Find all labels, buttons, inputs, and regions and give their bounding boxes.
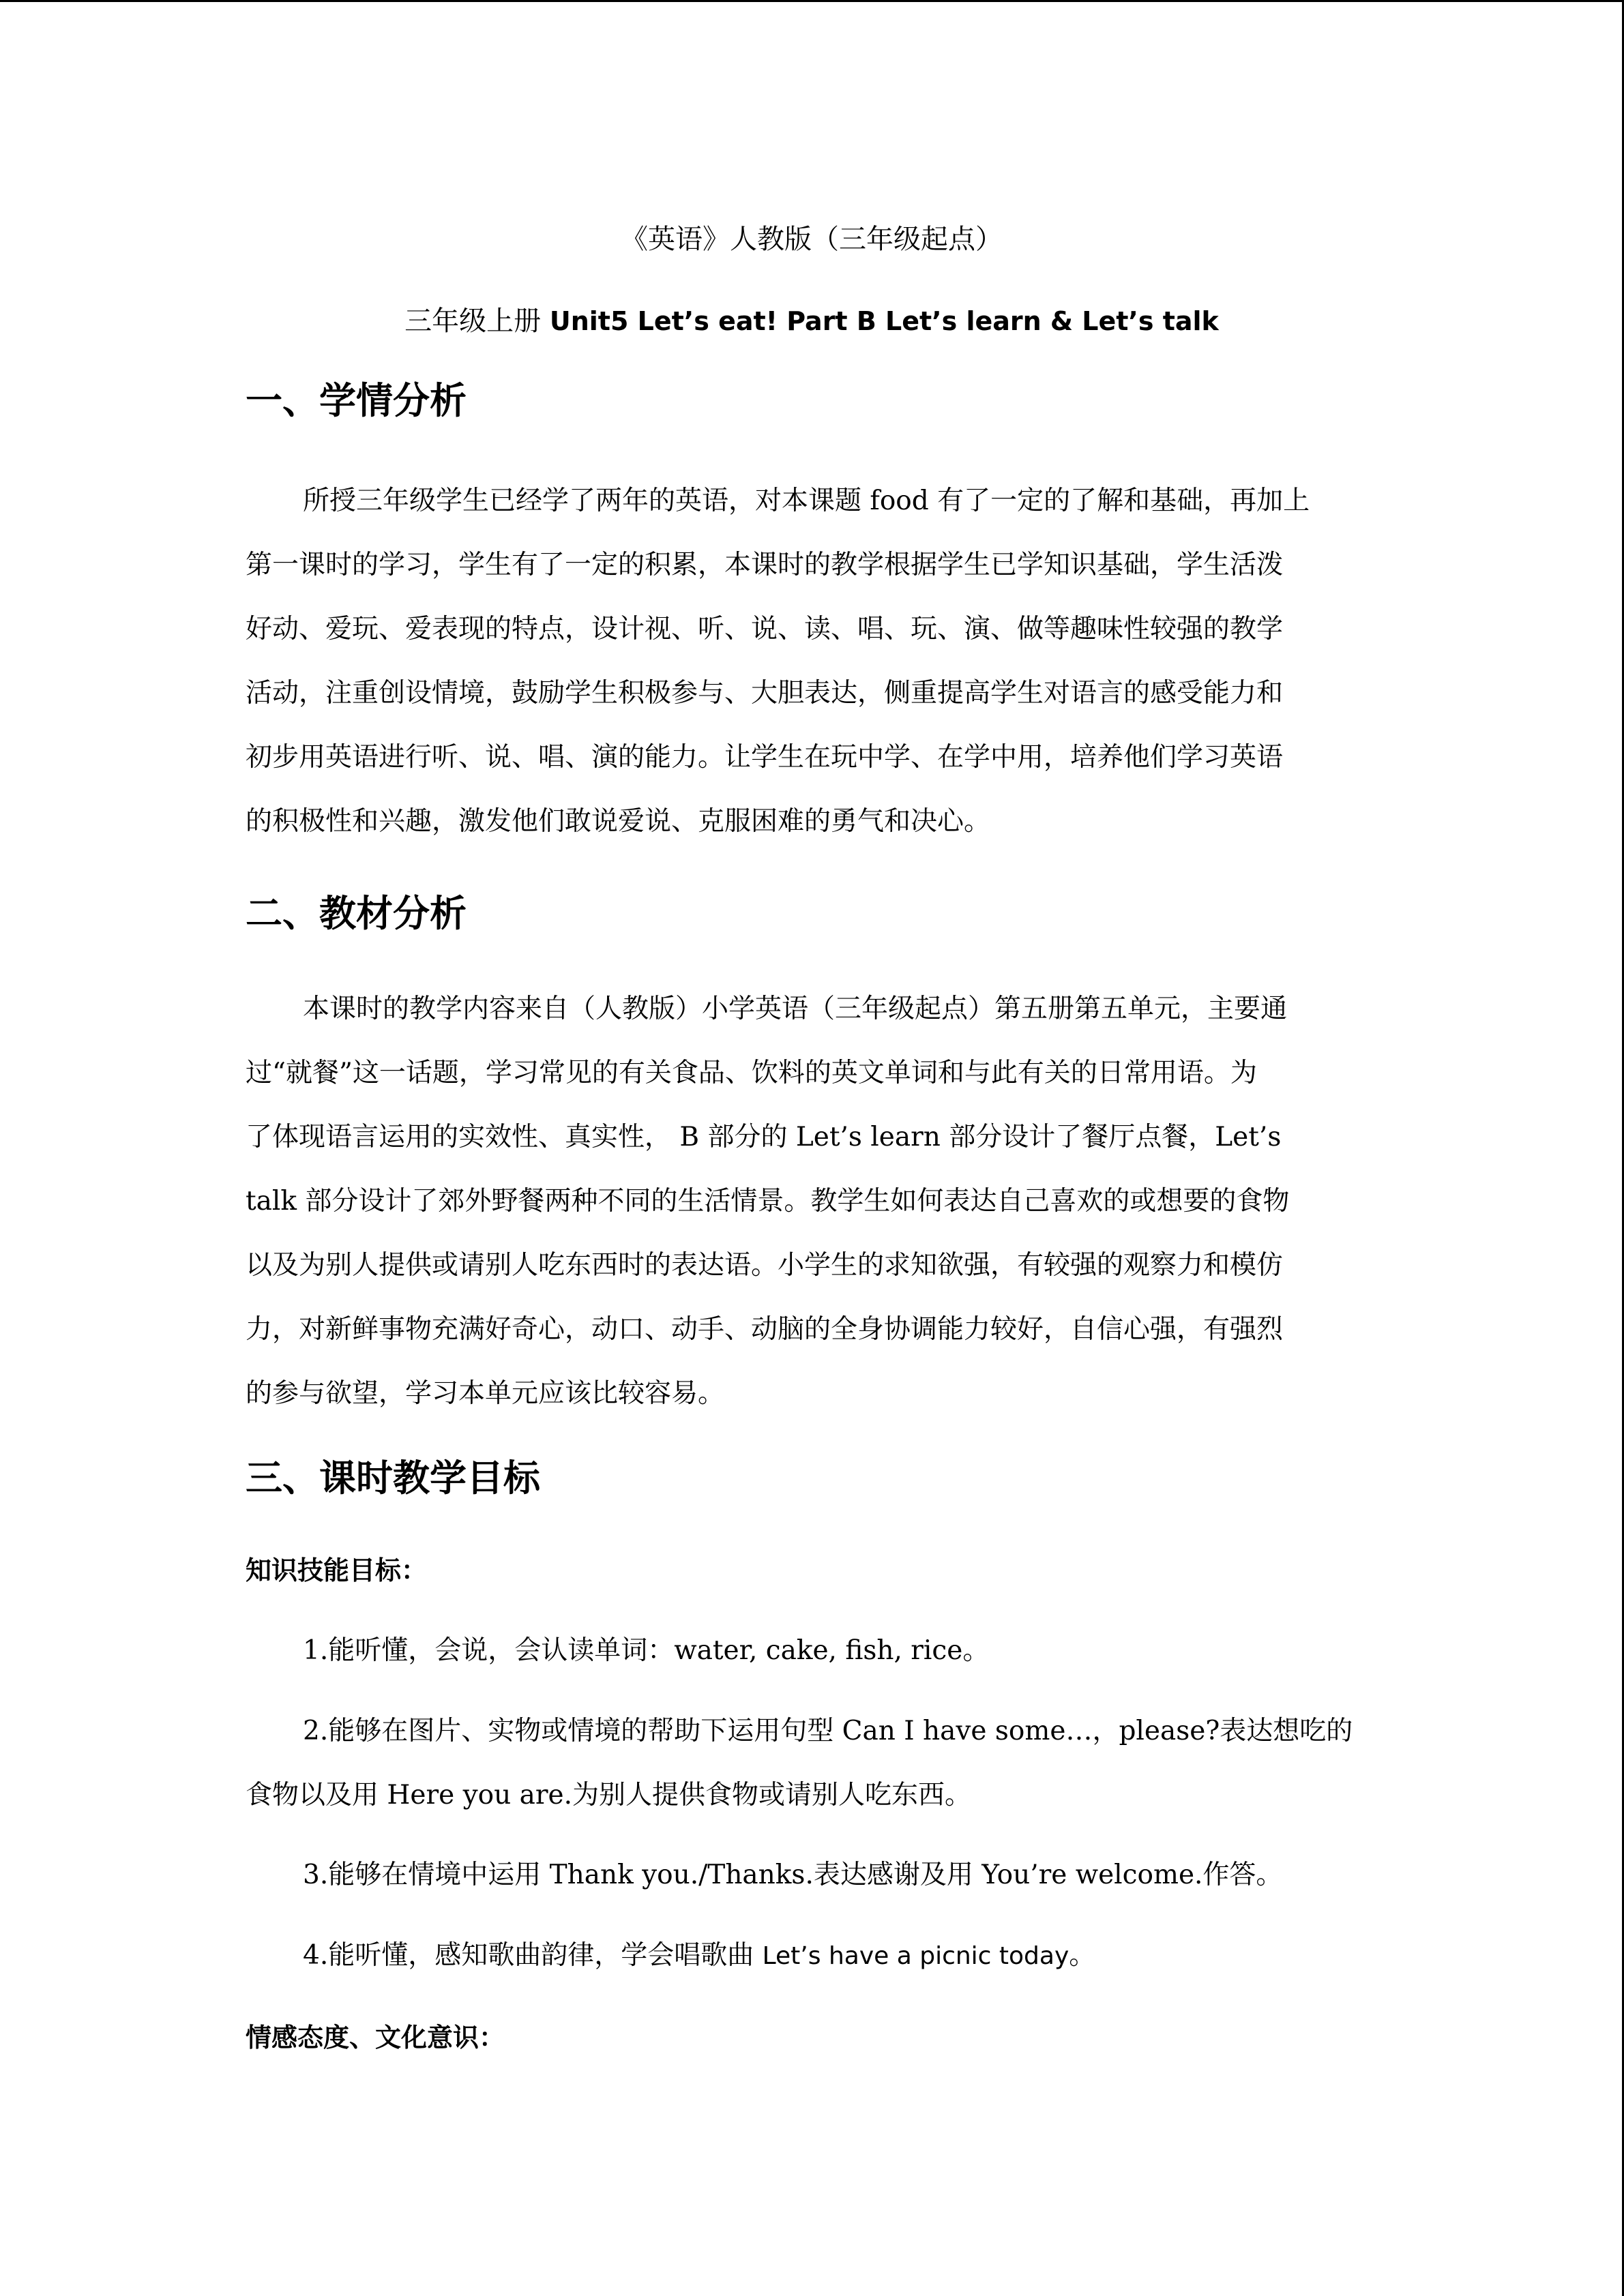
material-analysis-paragraph <box>246 977 1378 1426</box>
goal-line: 食物以及用 Here you are.为别人提供食物或请别人吃东西。 <box>246 1780 972 1810</box>
paragraph-line: 了体现语言运用的实效性、真实性， B 部分的 Let’s learn 部分设计了餐厅点餐，Let’s <box>246 1122 1282 1152</box>
goal-3 <box>246 1843 1378 1907</box>
paragraph-line: 力，对新鲜事物充满好奇心，动口、动手、动脑的全身协调能力较好，自信心强，有强烈 <box>246 1314 1284 1345</box>
goal-line <box>246 1924 1378 1988</box>
section-heading-learner-analysis: 一、学情分析 <box>246 379 467 422</box>
subtitle-prefix: 三年级上册 <box>404 305 550 337</box>
section-heading-material-analysis: 二、教材分析 <box>246 892 467 935</box>
document-subtitle <box>246 301 1378 342</box>
song-title: Let’s have a picnic today <box>762 1942 1069 1970</box>
paragraph-line: 的积极性和兴趣，激发他们敢说爱说、克服困难的勇气和决心。 <box>246 806 991 837</box>
paragraph-line: 以及为别人提供或请别人吃东西时的表达语。小学生的求知欲强，有较强的观察力和模仿 <box>246 1250 1284 1281</box>
paragraph-line: 第一课时的学习，学生有了一定的积累，本课时的教学根据学生已学知识基础，学生活泼 <box>246 550 1284 580</box>
goal-line: 1.能听懂，会说，会认读单词：water, cake, fish, rice。 <box>303 1635 990 1666</box>
goal-1 <box>246 1619 1378 1683</box>
subheading-attitude-culture: 情感态度、文化意识： <box>246 2023 505 2053</box>
subtitle-unit: Unit5 Let’s eat! Part B Let’s learn & Let’s talk <box>549 306 1219 336</box>
goal-line: 2.能够在图片、实物或情境的帮助下运用句型 Can I have some…，please?表达想吃的 <box>303 1716 1353 1746</box>
paragraph-line: 活动，注重创设情境，鼓励学生积极参与、大胆表达，侧重提高学生对语言的感受能力和 <box>246 678 1284 709</box>
goal-4-suffix: 。 <box>1069 1940 1096 1971</box>
paragraph-line: 本课时的教学内容来自（人教版）小学英语（三年级起点）第五册第五单元，主要通 <box>303 994 1288 1024</box>
goal-2 <box>246 1699 1378 1828</box>
goal-line: 3.能够在情境中运用 Thank you./Thanks.表达感谢及用 You’re welcome.作答。 <box>303 1860 1283 1890</box>
paragraph-line: 过“就餐”这一话题，学习常见的有关食品、饮料的英文单词和与此有关的日常用语。为 <box>246 1058 1257 1088</box>
goal-4 <box>246 1924 1378 1988</box>
paragraph-line: talk 部分设计了郊外野餐两种不同的生活情景。教学生如何表达自己喜欢的或想要的食物 <box>246 1186 1290 1217</box>
goal-4-prefix: 4.能听懂，感知歌曲韵律，学会唱歌曲 <box>303 1940 763 1971</box>
paragraph-line: 所授三年级学生已经学了两年的英语，对本课题 food 有了一定的了解和基础，再加上 <box>303 486 1310 516</box>
subheading-knowledge-skills: 知识技能目标： <box>246 1555 428 1585</box>
document-title: 《英语》人教版（三年级起点） <box>621 224 1003 255</box>
section-heading-teaching-goals: 三、课时教学目标 <box>246 1457 540 1500</box>
paragraph-line: 的参与欲望，学习本单元应该比较容易。 <box>246 1378 725 1409</box>
learner-analysis-paragraph <box>246 469 1378 854</box>
paragraph-line: 初步用英语进行听、说、唱、演的能力。让学生在玩中学、在学中用，培养他们学习英语 <box>246 742 1284 773</box>
paragraph-line: 好动、爱玩、爱表现的特点，设计视、听、说、读、唱、玩、演、做等趣味性较强的教学 <box>246 614 1284 644</box>
